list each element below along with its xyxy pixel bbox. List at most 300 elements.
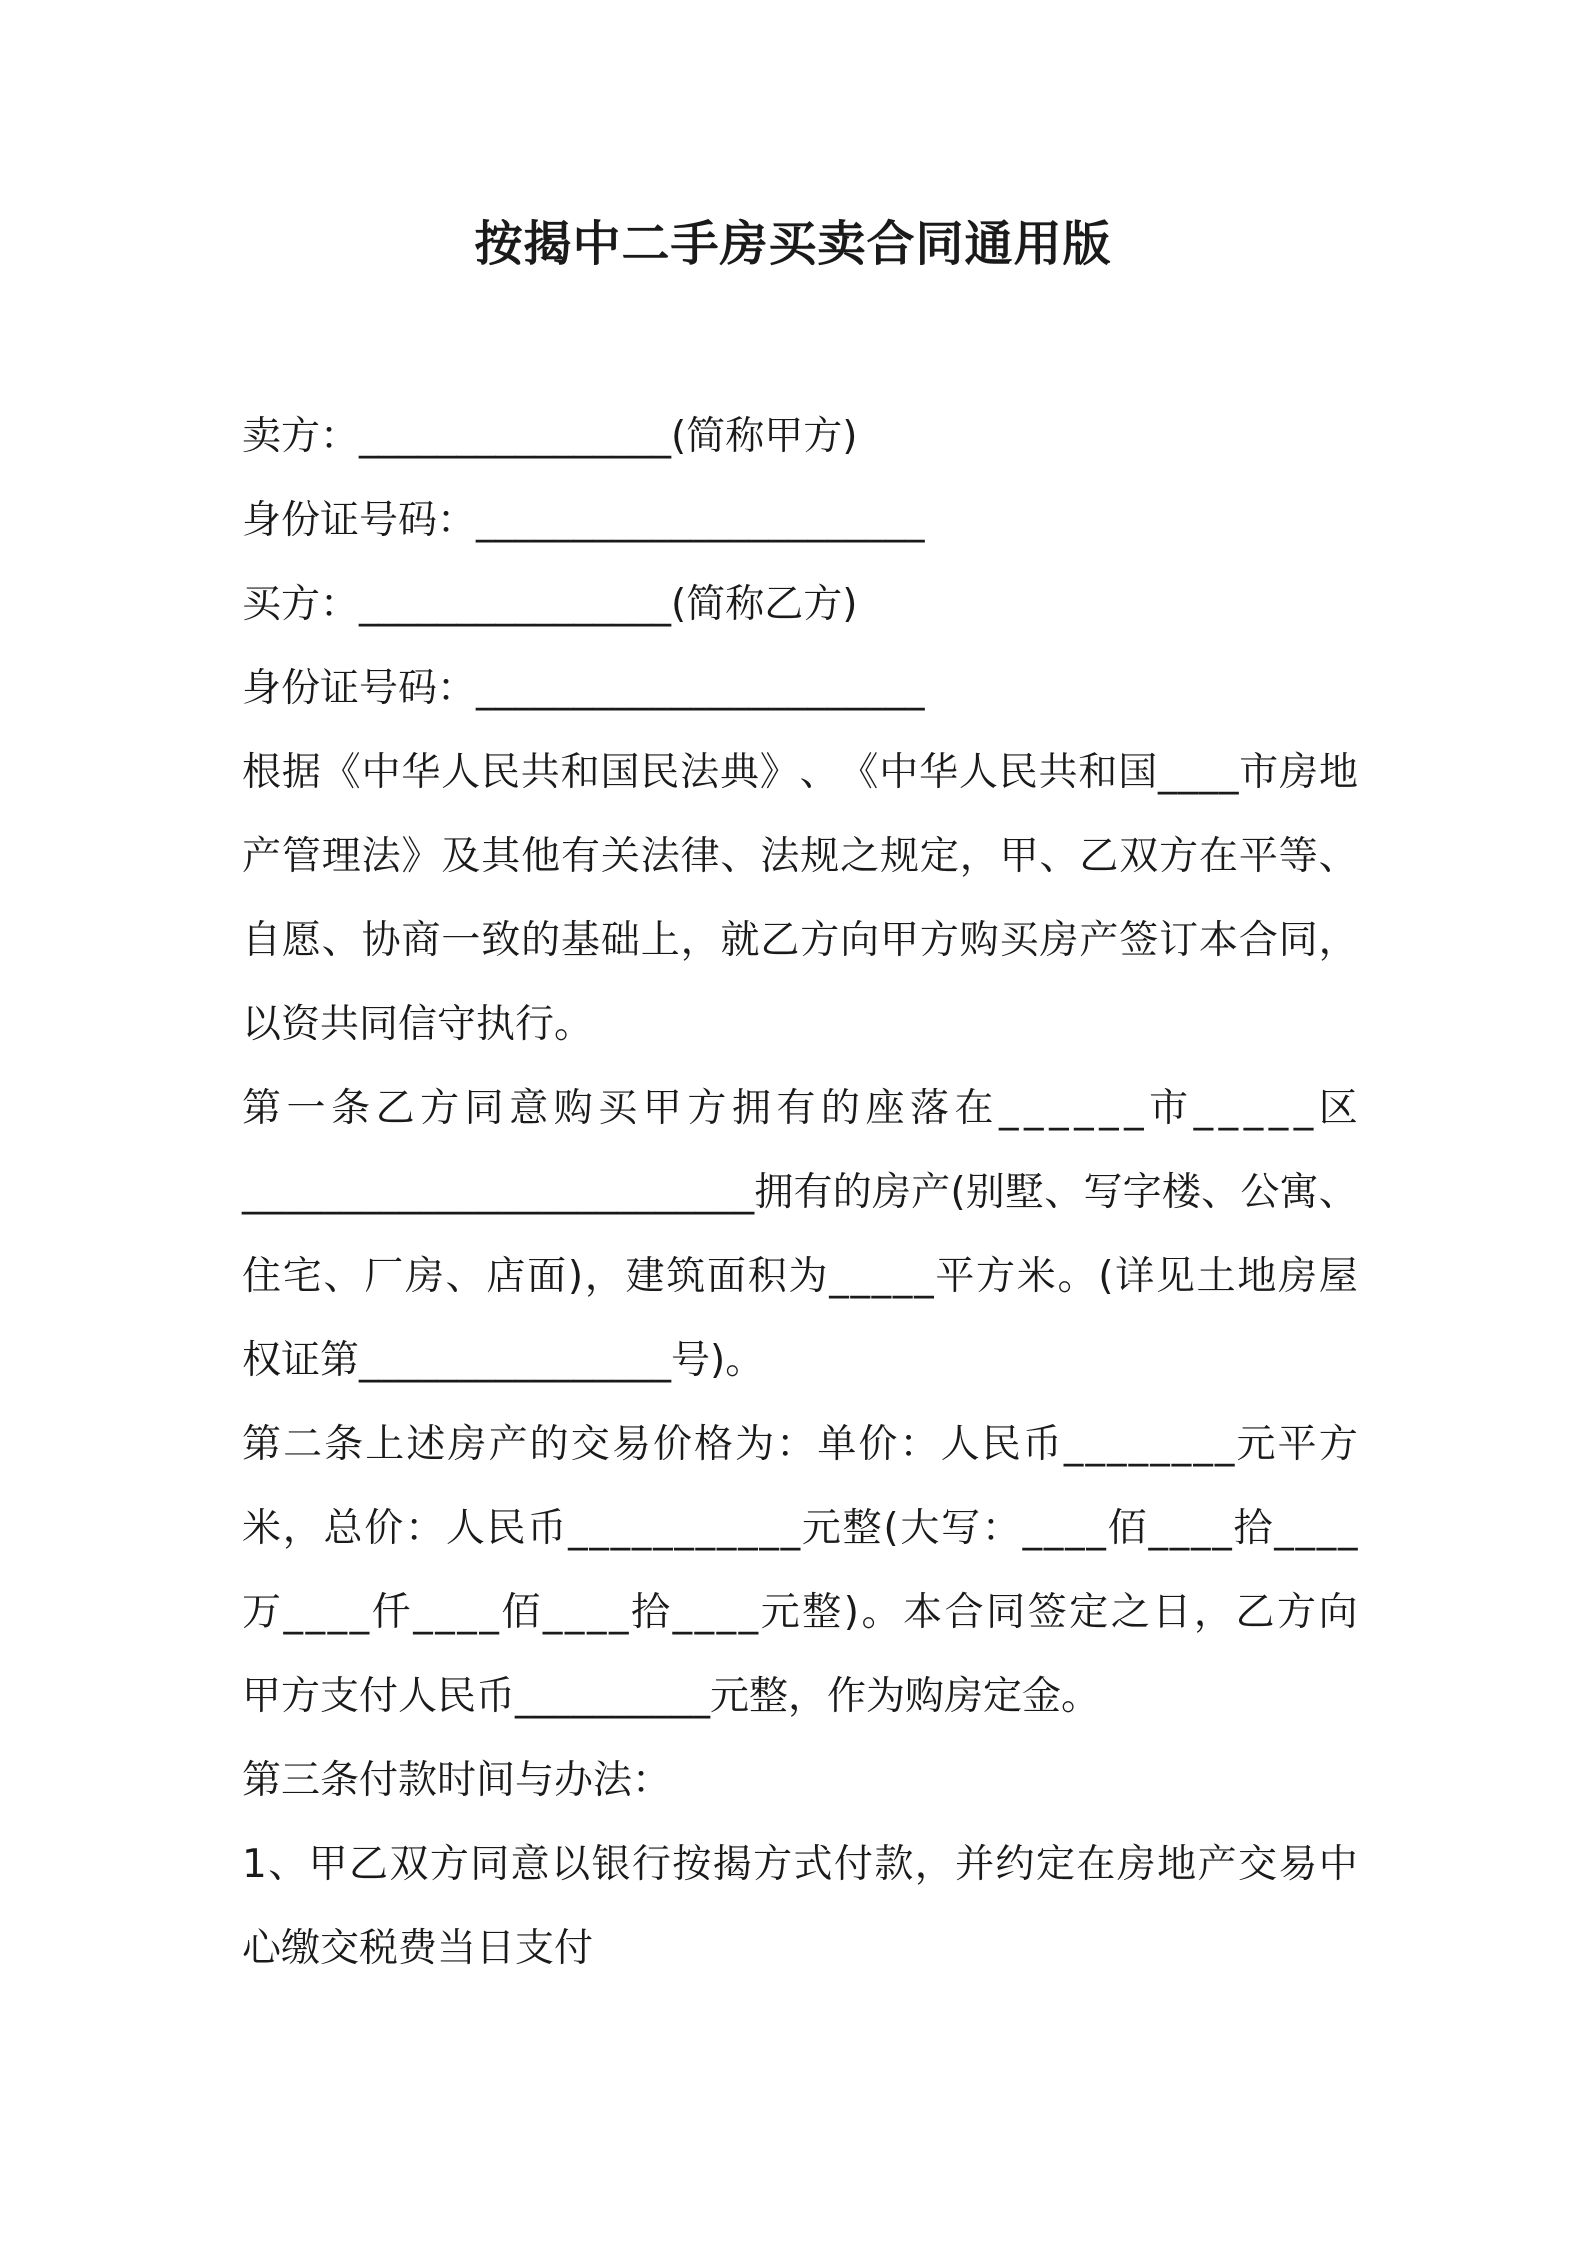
char: _: [631, 1506, 652, 1551]
char: 向: [840, 918, 880, 963]
char: 墅: [1005, 1170, 1045, 1215]
char: 以: [551, 1842, 591, 1887]
char: 签: [1027, 1590, 1067, 1635]
article-3-item-1-line-2: 心缴交税费当日支付: [242, 1926, 594, 1971]
article-1-line-4: 权证第________________号)。: [242, 1338, 765, 1383]
char: 面: [707, 1254, 747, 1299]
char: ：: [405, 1506, 445, 1551]
char: 佰: [501, 1590, 541, 1635]
char: _: [242, 1170, 262, 1215]
char: 他: [521, 834, 561, 879]
char: 面: [527, 1254, 567, 1299]
char: 屋: [1318, 1254, 1358, 1299]
char: 自: [242, 918, 282, 963]
char: 方: [1277, 1590, 1317, 1635]
char: 有: [561, 834, 601, 879]
char: (: [950, 1170, 966, 1215]
char: 和: [560, 750, 600, 795]
char: _: [1190, 1506, 1211, 1551]
char: 甲: [999, 834, 1039, 879]
char: 整: [842, 1506, 882, 1551]
char: 中: [1318, 1842, 1358, 1887]
char: 店: [486, 1254, 526, 1299]
char: _: [1107, 1422, 1127, 1467]
char: 合: [1238, 918, 1278, 963]
char: _: [1074, 1086, 1094, 1131]
char: 第: [242, 1086, 282, 1131]
char: 平: [1277, 1422, 1317, 1467]
char: 民: [998, 750, 1038, 795]
char: 民: [480, 750, 520, 795]
char: 订: [1159, 918, 1199, 963]
char: _: [360, 1170, 380, 1215]
char: 方: [1159, 834, 1199, 879]
char: 方: [420, 1086, 460, 1131]
char: 中: [361, 750, 401, 795]
char: _: [1218, 750, 1239, 795]
char: _: [1214, 1422, 1235, 1467]
char: 房: [1278, 1254, 1318, 1299]
char: 关: [600, 834, 640, 879]
char: 华: [401, 750, 441, 795]
preamble-line-2: [242, 815, 1358, 899]
char: 、: [720, 834, 760, 879]
char: 其: [481, 834, 521, 879]
char: _: [716, 1506, 737, 1551]
char: 寓: [1279, 1170, 1319, 1215]
char: _: [695, 1506, 716, 1551]
seller-line: 卖方：________________(简称甲方): [242, 414, 858, 459]
char: 、: [323, 1254, 363, 1299]
char: _: [589, 1506, 609, 1551]
char: _: [478, 1170, 498, 1215]
char: 中: [879, 750, 919, 795]
char: _: [537, 1170, 558, 1215]
char: _: [1274, 1506, 1294, 1551]
char: _: [439, 1170, 459, 1215]
char: 、: [799, 750, 839, 795]
char: 元: [801, 1506, 841, 1551]
preamble-line-1: [242, 731, 1358, 815]
char: 地: [1157, 1842, 1197, 1887]
char: ，: [914, 1842, 954, 1887]
char: 房: [1039, 918, 1079, 963]
char: 付: [833, 1842, 873, 1887]
char: 意: [510, 1842, 550, 1887]
char: ：: [776, 1422, 816, 1467]
char: 见: [1155, 1254, 1195, 1299]
char: 易: [611, 1422, 651, 1467]
char: 甲: [308, 1842, 348, 1887]
char: _: [608, 1590, 629, 1635]
article-1-line-1: [242, 1067, 1358, 1151]
char: _: [349, 1590, 370, 1635]
char: 定: [1069, 1590, 1109, 1635]
char: 同: [1278, 918, 1318, 963]
char: 购: [553, 1086, 593, 1131]
char: 按: [672, 1842, 712, 1887]
char: _: [542, 1590, 563, 1635]
char: 仟: [371, 1590, 411, 1635]
char: 、: [1039, 834, 1079, 879]
char: _: [1295, 1506, 1315, 1551]
char: 方: [429, 1842, 469, 1887]
char: 条: [324, 1422, 364, 1467]
char: 购: [959, 918, 999, 963]
char: 交: [1237, 1842, 1277, 1887]
char: _: [517, 1170, 538, 1215]
char: _: [305, 1590, 326, 1635]
char: 根: [242, 750, 282, 795]
char: 厂: [364, 1254, 404, 1299]
char: _: [695, 1170, 715, 1215]
char: 法: [361, 834, 401, 879]
char: _: [1243, 1086, 1264, 1131]
char: ，: [680, 918, 720, 963]
char: _: [780, 1506, 801, 1551]
char: 合: [944, 1590, 984, 1635]
char: 乙: [1079, 834, 1119, 879]
char: 规: [800, 834, 840, 879]
char: 交: [570, 1422, 610, 1467]
char: _: [829, 1254, 849, 1299]
char: 日: [1152, 1590, 1192, 1635]
char: 筑: [666, 1254, 706, 1299]
char: 共: [520, 750, 560, 795]
char: 据: [281, 750, 321, 795]
char: 的: [832, 1170, 872, 1215]
char: 楼: [1161, 1170, 1201, 1215]
char: _: [281, 1170, 301, 1215]
char: _: [1022, 1506, 1043, 1551]
char: ，: [584, 1254, 624, 1299]
char: _: [1337, 1506, 1358, 1551]
char: _: [999, 1086, 1019, 1131]
char: _: [399, 1170, 420, 1215]
char: 法: [760, 834, 800, 879]
char: 》: [759, 750, 799, 795]
char: _: [655, 1170, 676, 1215]
char: _: [435, 1590, 455, 1635]
char: (: [1098, 1254, 1114, 1299]
char: 甲: [642, 1086, 682, 1131]
char: 。: [1057, 1254, 1097, 1299]
char: ，: [1318, 918, 1358, 963]
char: 在: [1199, 834, 1239, 879]
char: 定: [1035, 1842, 1075, 1887]
char: 市: [1239, 750, 1279, 795]
char: _: [738, 1590, 759, 1635]
char: 宅: [282, 1254, 322, 1299]
char: 1: [242, 1842, 267, 1887]
char: _: [716, 1590, 737, 1635]
char: 产: [1079, 918, 1119, 963]
char: 之: [840, 834, 880, 879]
char: 一: [441, 918, 481, 963]
char: _: [1158, 750, 1178, 795]
char: _: [340, 1170, 361, 1215]
char: 房: [404, 1254, 444, 1299]
char: 国: [1118, 750, 1158, 795]
char: 的: [820, 1086, 860, 1131]
char: 《: [839, 750, 879, 795]
char: _: [714, 1170, 735, 1215]
char: 银: [591, 1842, 631, 1887]
char: 、: [268, 1842, 308, 1887]
char: ：: [981, 1506, 1021, 1551]
char: _: [457, 1590, 477, 1635]
char: _: [674, 1506, 694, 1551]
char: _: [1099, 1086, 1119, 1131]
char: _: [1212, 1506, 1232, 1551]
preamble-line-3: [242, 899, 1358, 983]
char: 法: [640, 834, 680, 879]
char: _: [892, 1254, 913, 1299]
char: 为: [735, 1422, 775, 1467]
char: _: [1063, 1422, 1084, 1467]
char: _: [636, 1170, 656, 1215]
char: _: [1193, 1086, 1214, 1131]
char: 写: [941, 1506, 981, 1551]
article-1-line-2: [242, 1151, 1358, 1235]
char: 积: [747, 1254, 787, 1299]
char: 乙: [760, 918, 800, 963]
char: _: [1198, 750, 1219, 795]
char: 、: [1201, 1170, 1241, 1215]
char: _: [576, 1170, 597, 1215]
char: 佰: [1107, 1506, 1147, 1551]
char: 公: [1240, 1170, 1280, 1215]
char: _: [586, 1590, 607, 1635]
char: ：: [899, 1422, 939, 1467]
char: ): [567, 1254, 584, 1299]
char: 基: [561, 918, 601, 963]
char: 字: [1122, 1170, 1162, 1215]
char: _: [419, 1170, 439, 1215]
char: 约: [995, 1842, 1035, 1887]
char: _: [653, 1506, 673, 1551]
char: 元: [1236, 1422, 1276, 1467]
char: _: [458, 1170, 479, 1215]
char: _: [1218, 1086, 1239, 1131]
char: 一: [286, 1086, 326, 1131]
char: 款: [874, 1842, 914, 1887]
char: _: [327, 1590, 348, 1635]
char: _: [1085, 1422, 1105, 1467]
article-1-line-3: [242, 1235, 1358, 1319]
char: 方: [919, 918, 959, 963]
char: 产: [242, 834, 282, 879]
char: 价: [858, 1422, 898, 1467]
char: 别: [965, 1170, 1005, 1215]
char: 典: [719, 750, 759, 795]
char: 地: [1318, 750, 1358, 795]
char: _: [568, 1506, 588, 1551]
char: _: [596, 1170, 617, 1215]
char: _: [616, 1170, 636, 1215]
char: 甲: [880, 918, 920, 963]
char: _: [694, 1590, 715, 1635]
char: 元: [760, 1590, 800, 1635]
char: 拥: [731, 1086, 771, 1131]
char: 、: [445, 1254, 485, 1299]
char: 国: [600, 750, 640, 795]
char: 定: [919, 834, 959, 879]
char: 本: [903, 1590, 943, 1635]
char: 理: [321, 834, 361, 879]
char: 大: [900, 1506, 940, 1551]
char: 意: [509, 1086, 549, 1131]
char: 法: [680, 750, 720, 795]
seller-id-line: 身份证号码：_______________________: [242, 498, 925, 543]
char: _: [1293, 1086, 1314, 1131]
char: 人: [958, 750, 998, 795]
char: _: [1124, 1086, 1144, 1131]
char: 律: [680, 834, 720, 879]
char: _: [1268, 1086, 1289, 1131]
char: 格: [694, 1422, 734, 1467]
char: 易: [1278, 1842, 1318, 1887]
char: 在: [1076, 1842, 1116, 1887]
char: 建: [625, 1254, 665, 1299]
char: 在: [954, 1086, 994, 1131]
char: 揭: [712, 1842, 752, 1887]
char: _: [301, 1170, 321, 1215]
char: 础: [600, 918, 640, 963]
char: 共: [1038, 750, 1078, 795]
article-2-line-1: [242, 1403, 1358, 1487]
char: 座: [865, 1086, 905, 1131]
char: 有: [776, 1086, 816, 1131]
char: _: [479, 1590, 499, 1635]
char: 方: [753, 1842, 793, 1887]
char: 市: [1149, 1086, 1189, 1131]
char: 价: [364, 1506, 404, 1551]
char: 上: [365, 1422, 405, 1467]
char: _: [283, 1590, 304, 1635]
char: 方: [1318, 1422, 1358, 1467]
char: 愿: [281, 918, 321, 963]
article-2-line-4: 甲方支付人民币__________元整，作为购房定金。: [242, 1674, 1101, 1719]
char: 人: [441, 750, 481, 795]
char: 币: [1022, 1422, 1062, 1467]
char: _: [1049, 1086, 1069, 1131]
char: 述: [406, 1422, 446, 1467]
char: 之: [1110, 1590, 1150, 1635]
char: 拾: [1233, 1506, 1273, 1551]
char: 商: [401, 918, 441, 963]
char: 、: [321, 918, 361, 963]
char: 产: [911, 1170, 951, 1215]
char: 的: [521, 918, 561, 963]
char: _: [1178, 750, 1198, 795]
char: 拾: [631, 1590, 671, 1635]
char: 第: [242, 1422, 282, 1467]
char: _: [1193, 1422, 1213, 1467]
char: 拥: [754, 1170, 794, 1215]
char: _: [1065, 1506, 1085, 1551]
char: _: [413, 1590, 433, 1635]
char: 单: [817, 1422, 857, 1467]
char: 致: [481, 918, 521, 963]
char: 人: [445, 1506, 485, 1551]
char: _: [738, 1506, 758, 1551]
char: 管: [281, 834, 321, 879]
char: 区: [1318, 1086, 1358, 1131]
char: 民: [981, 1422, 1021, 1467]
char: ，: [1193, 1590, 1233, 1635]
char: 价: [652, 1422, 692, 1467]
char: 方: [800, 918, 840, 963]
char: 房: [1279, 750, 1319, 795]
char: _: [759, 1506, 779, 1551]
char: 双: [389, 1842, 429, 1887]
char: 的: [529, 1422, 569, 1467]
char: 米: [1016, 1254, 1056, 1299]
char: 房: [1116, 1842, 1156, 1887]
char: 就: [720, 918, 760, 963]
char: _: [1316, 1506, 1337, 1551]
char: 币: [527, 1506, 567, 1551]
document-body: [242, 395, 1358, 1991]
char: 方: [976, 1254, 1016, 1299]
char: _: [557, 1170, 577, 1215]
char: 签: [1119, 918, 1159, 963]
char: 房: [447, 1422, 487, 1467]
char: _: [1171, 1422, 1192, 1467]
char: 乙: [349, 1842, 389, 1887]
char: 、: [1318, 1170, 1358, 1215]
char: 向: [1318, 1590, 1358, 1635]
buyer-line: 买方：________________(简称乙方): [242, 582, 858, 627]
char: 、: [1044, 1170, 1084, 1215]
char: 有: [793, 1170, 833, 1215]
char: _: [379, 1170, 400, 1215]
char: 本: [1199, 918, 1239, 963]
char: _: [672, 1590, 693, 1635]
char: _: [1086, 1506, 1106, 1551]
char: 规: [880, 834, 920, 879]
char: 土: [1196, 1254, 1236, 1299]
char: ): [843, 1590, 859, 1635]
char: 、: [1318, 834, 1358, 879]
char: _: [1043, 1506, 1064, 1551]
char: 落: [909, 1086, 949, 1131]
char: 买: [999, 918, 1039, 963]
char: 人: [940, 1422, 980, 1467]
char: 写: [1083, 1170, 1123, 1215]
char: 为: [788, 1254, 828, 1299]
char: 》: [401, 834, 441, 879]
char: 米: [242, 1506, 282, 1551]
char: 上: [640, 918, 680, 963]
article-3-item-1-line-1: [242, 1823, 1358, 1907]
char: 详: [1115, 1254, 1155, 1299]
char: 条: [331, 1086, 371, 1131]
char: 二: [283, 1422, 323, 1467]
char: 及: [441, 834, 481, 879]
char: 方: [687, 1086, 727, 1131]
char: _: [734, 1170, 755, 1215]
char: _: [1169, 1506, 1190, 1551]
char: _: [675, 1170, 695, 1215]
char: _: [1024, 1086, 1044, 1131]
char: 产: [1197, 1842, 1237, 1887]
preamble-line-4: 以资共同信守执行。: [242, 1002, 594, 1047]
char: (: [883, 1506, 899, 1551]
char: ，: [959, 834, 999, 879]
char: 等: [1278, 834, 1318, 879]
